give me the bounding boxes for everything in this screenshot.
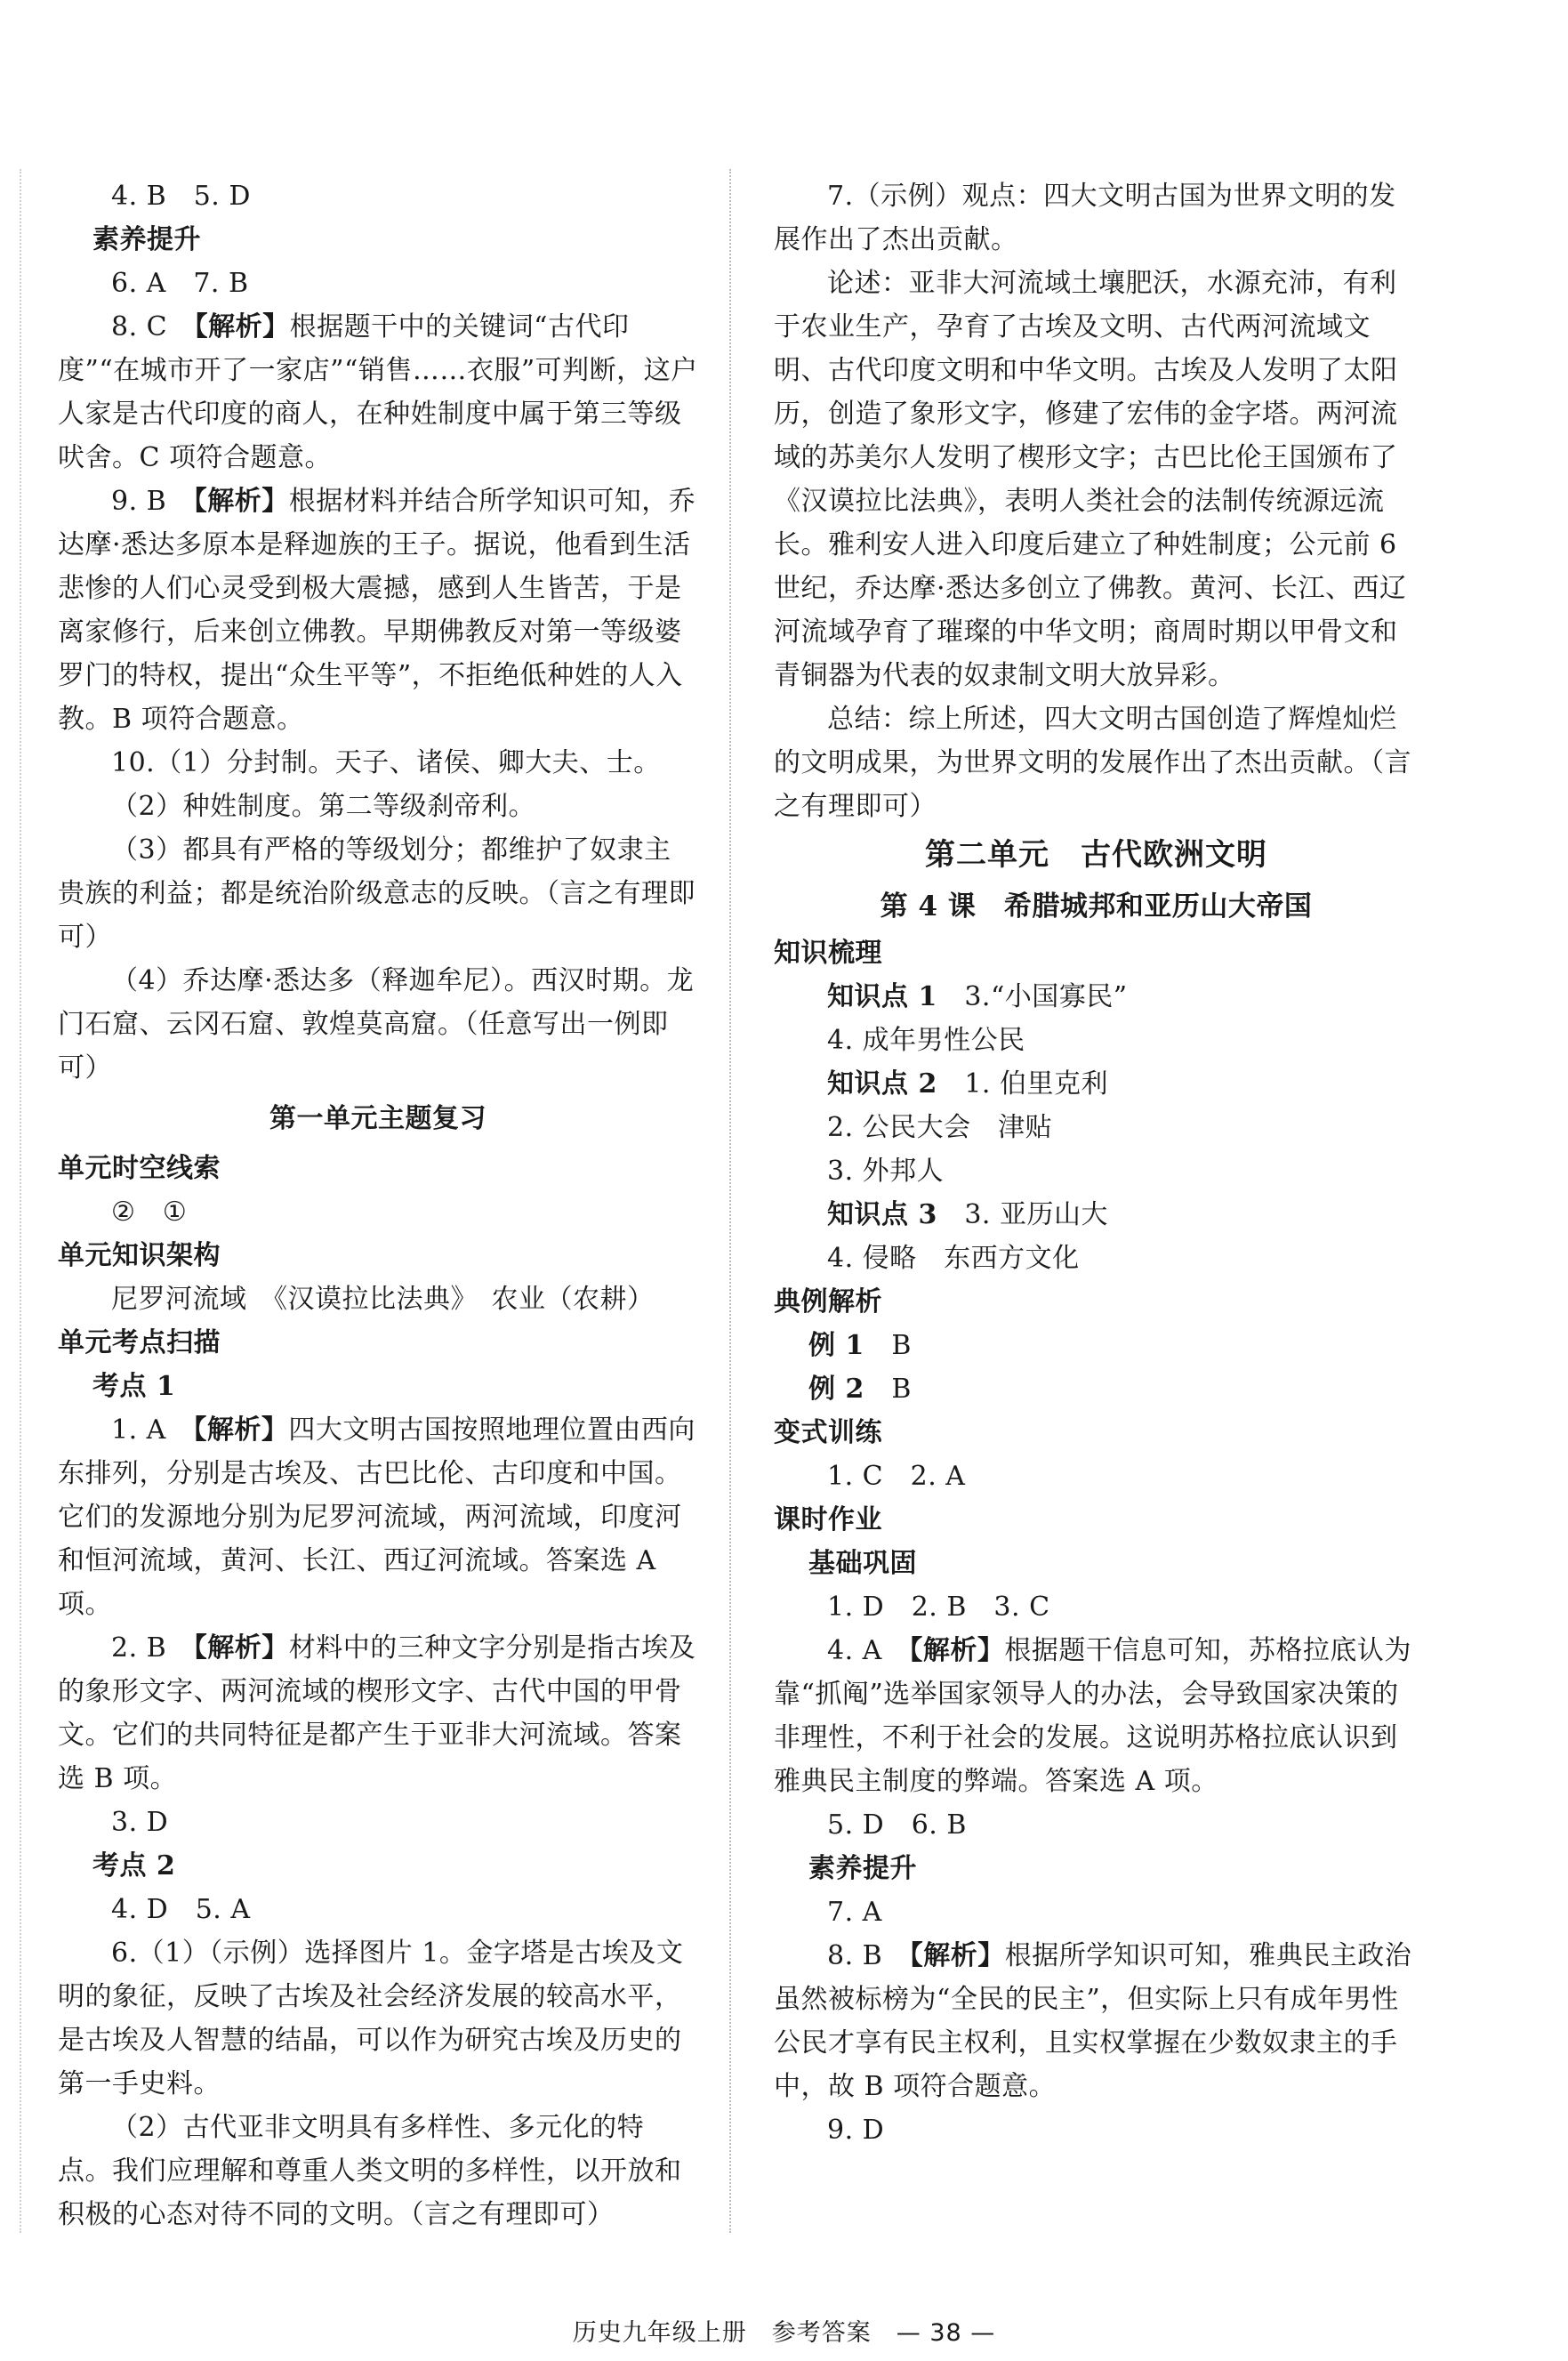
subsection-heading: 素养提升 [808, 1853, 917, 1884]
answer-line: 5. D 6. B [827, 1809, 967, 1841]
answer-number: 8. C [111, 311, 168, 342]
column-divider [729, 169, 731, 2233]
answer-line: 1. D 2. B 3. C [827, 1591, 1050, 1623]
analysis-text: 材料中的三种文字分别是指古埃及的象形文字、两河流域的楔形文字、古代中国的甲骨文。它们的共同特征是都产生于亚非大河流域。答案选 B 项。 [58, 1632, 696, 1794]
analysis-text: 根据材料并结合所学知识可知，乔达摩·悉达多原本是释迦族的王子。据说，他看到生活悲惨的人们心灵受到极大震撼，感到人生皆苦，于是离家修行，后来创立佛教。早期佛教反对第一等级婆罗门的特权，提出“众生平等”，不拒绝低种姓的人入教。B 项符合题意。 [58, 486, 696, 735]
answer-paragraph [58, 1626, 698, 1801]
knowledge-point [774, 975, 1419, 1019]
answer-paragraph [58, 305, 698, 479]
answer-paragraph [774, 1934, 1419, 2108]
answer-number: 4. A [827, 1635, 882, 1666]
answer-line: 2. 公民大会 津贴 [827, 1112, 1053, 1143]
answer-paragraph [58, 1408, 698, 1626]
answer-paragraph: 论述：亚非大河流域土壤肥沃，水源充沛，有利于农业生产，孕育了古埃及文明、古代两河流域文明、古代印度文明和中华文明。古埃及人发明了太阳历，创造了象形文字，修建了宏伟的金字塔。两河流域的苏美尔人发明了楔形文字；古巴比伦王国颁布了《汉谟拉比法典》，表明人类社会的法制传统源远流长。雅利安人进入印度后建立了种姓制度；公元前 6 世纪，乔达摩·悉达多创立了佛教。黄河、长江、西辽河流域孕育了璀璨的中华文明；商周时期以甲骨文和青铜器为代表的奴隶制文明大放异彩。 [774, 268, 1407, 691]
answer-paragraph [58, 479, 698, 741]
answer-number: 1. A [111, 1414, 166, 1446]
left-margin-rule [20, 169, 21, 2233]
answer-number: 2. B [111, 1632, 167, 1664]
knowledge-point-answer: 3.“小国寡民” [964, 981, 1128, 1012]
page-footer: 历史九年级上册 参考答案 — 38 — [572, 2319, 996, 2347]
subsection-heading: 考点 2 [92, 1850, 176, 1882]
knowledge-point [774, 1062, 1419, 1106]
subsection-heading: 基础巩固 [808, 1548, 917, 1579]
answer-paragraph [774, 1629, 1419, 1803]
section-heading: 典例解析 [774, 1286, 882, 1317]
example-label: 例 1 [808, 1330, 864, 1361]
knowledge-point-label: 知识点 1 [827, 981, 937, 1012]
analysis-tag: 【解析】 [909, 1940, 1005, 1971]
answer-paragraph: 7.（示例）观点：四大文明古国为世界文明的发展作出了杰出贡献。 [774, 181, 1396, 255]
answer-line: 4. D 5. A [111, 1894, 251, 1925]
answer-line: 1. C 2. A [827, 1461, 966, 1492]
answer-line: 7. A [827, 1897, 882, 1928]
analysis-tag: 【解析】 [194, 311, 290, 342]
answer-paragraph: （4）乔达摩·悉达多（释迦牟尼）。西汉时期。龙门石窟、云冈石窟、敦煌莫高窟。（任意写出一例即可） [58, 965, 695, 1084]
answer-line: 9. D [827, 2115, 885, 2146]
knowledge-point-label: 知识点 3 [827, 1199, 937, 1230]
analysis-tag: 【解析】 [193, 1414, 289, 1446]
answer-line: （2）种姓制度。第二等级刹帝利。 [111, 791, 536, 822]
section-heading: 单元知识架构 [58, 1240, 221, 1271]
example-answer: B [891, 1330, 912, 1361]
answer-line: 尼罗河流域 《汉谟拉比法典》 农业（农耕） [111, 1284, 655, 1315]
section-heading: 单元考点扫描 [58, 1327, 221, 1358]
answer-line: 3. D [111, 1807, 169, 1838]
answer-line: 6. A 7. B [111, 268, 249, 299]
section-heading: 课时作业 [774, 1504, 882, 1535]
left-column [58, 174, 698, 2236]
example-answer: B [891, 1374, 912, 1405]
example-line [774, 1324, 1419, 1367]
section-heading: 单元时空线索 [58, 1153, 221, 1184]
answer-number: 9. B [111, 486, 167, 517]
example-line [774, 1367, 1419, 1411]
answer-line: ② ① [111, 1197, 188, 1228]
answer-number: 8. B [827, 1940, 883, 1971]
unit-title: 第二单元 古代欧洲文明 [925, 837, 1267, 873]
answer-line: 4. B 5. D [111, 181, 251, 212]
subsection-heading: 考点 1 [92, 1371, 176, 1402]
knowledge-point-answer: 3. 亚历山大 [964, 1199, 1108, 1230]
knowledge-point [774, 1193, 1419, 1237]
example-label: 例 2 [808, 1374, 864, 1405]
analysis-tag: 【解析】 [193, 486, 289, 517]
section-heading: 变式训练 [774, 1417, 882, 1448]
answer-paragraph: （2）古代亚非文明具有多样性、多元化的特点。我们应理解和尊重人类文明的多样性，以开放和积极的心态对待不同的文明。（言之有理即可） [58, 2112, 682, 2230]
analysis-text: 四大文明古国按照地理位置由西向东排列，分别是古埃及、古巴比伦、古印度和中国。它们的发源地分别为尼罗河流域，两河流域，印度河和恒河流域，黄河、长江、西辽河流域。答案选 A 项。 [58, 1414, 696, 1620]
analysis-text: 根据题干中的关键词“古代印度”“在城市开了一家店”“销售……衣服”可判断，这户人家是古代印度的商人，在种姓制度中属于第三等级吠舍。C 项符合题意。 [58, 311, 698, 473]
answer-paragraph: （3）都具有严格的等级划分；都维护了奴隶主贵族的利益；都是统治阶级意志的反映。（言之有理即可） [58, 834, 696, 953]
analysis-text: 根据题干信息可知，苏格拉底认为靠“抓阄”选举国家领导人的办法，会导致国家决策的非理性，不利于社会的发展。这说明苏格拉底认识到雅典民主制度的弊端。答案选 A 项。 [774, 1635, 1411, 1797]
section-heading: 知识梳理 [774, 938, 882, 969]
section-heading: 素养提升 [92, 224, 201, 255]
knowledge-point-label: 知识点 2 [827, 1068, 937, 1100]
answer-line: 4. 成年男性公民 [827, 1025, 1025, 1056]
analysis-text: 根据所学知识可知，雅典民主政治虽然被标榜为“全民的民主”，但实际上只有成年男性公民才享有民主权利，且实权掌握在少数奴隶主的手中，故 B 项符合题意。 [774, 1940, 1412, 2102]
lesson-title: 第 4 课 希腊城邦和亚历山大帝国 [880, 890, 1313, 923]
answer-line: 3. 外邦人 [827, 1156, 945, 1187]
answer-paragraph: 总结：综上所述，四大文明古国创造了辉煌灿烂的文明成果，为世界文明的发展作出了杰出贡献。（言之有理即可） [774, 704, 1411, 822]
right-column [774, 174, 1419, 2152]
analysis-tag: 【解析】 [909, 1635, 1005, 1666]
answer-line: 10.（1）分封制。天子、诸侯、卿大夫、士。 [111, 747, 661, 778]
answer-line: 4. 侵略 东西方文化 [827, 1243, 1080, 1274]
knowledge-point-answer: 1. 伯里克利 [964, 1068, 1108, 1100]
analysis-tag: 【解析】 [193, 1632, 289, 1664]
review-title: 第一单元主题复习 [269, 1103, 486, 1134]
answer-paragraph: 6.（1）（示例）选择图片 1。金字塔是古埃及文明的象征，反映了古埃及社会经济发展的较高水平，是古埃及人智慧的结晶，可以作为研究古埃及历史的第一手史料。 [58, 1938, 684, 2099]
